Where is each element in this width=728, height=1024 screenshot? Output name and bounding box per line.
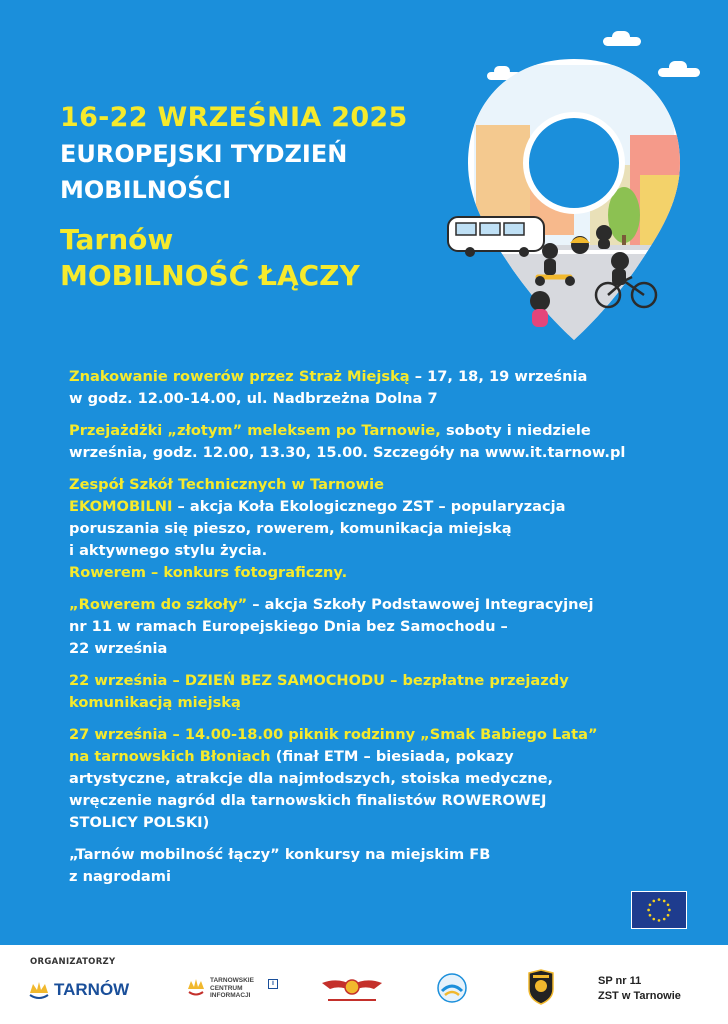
event-details: września, godz. 12.00, 13.30, 15.00. Szczegóły na www.it.tarnow.pl xyxy=(69,444,626,461)
tarnow-crown-logo xyxy=(28,977,138,1005)
tarnow-logo-text: TARNÓW xyxy=(54,980,130,999)
event-title-continued: MOBILNOŚCI xyxy=(60,176,232,204)
event-details: i aktywnego stylu życia. xyxy=(69,542,268,559)
event-details: poruszania się pieszo, rowerem, komunikacja miejską xyxy=(69,520,512,537)
tci-logo xyxy=(186,975,286,1005)
eu-star-icon xyxy=(649,903,652,906)
crown-icon xyxy=(28,979,50,1001)
organizers-label: ORGANIZATORZY xyxy=(30,957,116,967)
event-item xyxy=(69,474,669,584)
footer xyxy=(0,945,728,1024)
event-title: 27 września – 14.00-18.00 piknik rodzinny „Smak Babiego Lata” xyxy=(69,726,598,743)
eu-star-icon xyxy=(652,900,655,903)
eu-flag-icon xyxy=(631,891,687,929)
tci-name xyxy=(210,977,254,1000)
eu-star-icon xyxy=(658,898,661,901)
eu-star-icon xyxy=(649,914,652,917)
map-pin-illustration xyxy=(440,55,728,345)
event-details: (finał ETM – biesiada, pokazy xyxy=(270,748,514,765)
slogan: MOBILNOŚĆ ŁĄCZY xyxy=(60,259,360,292)
event-details: artystyczne, atrakcje dla najmłodszych, stoiska medyczne, xyxy=(69,770,554,787)
crown-icon xyxy=(186,977,206,999)
event-item xyxy=(69,366,669,410)
event-title: komunikacją miejską xyxy=(69,694,241,711)
event-title: 22 września – DZIEŃ BEZ SAMOCHODU – bezpłatne przejazdy xyxy=(69,672,569,689)
event-details: w godz. 12.00-14.00, ul. Nadbrzeżna Dolna 7 xyxy=(69,390,438,407)
event-item xyxy=(69,670,669,714)
mpk-logo xyxy=(318,973,386,1007)
school-name: ZST w Tarnowie xyxy=(598,990,681,1002)
event-details: nr 11 w ramach Europejskiego Dnia bez Samochodu – xyxy=(69,618,508,635)
event-title: Znakowanie rowerów przez Straż Miejską xyxy=(69,368,410,385)
event-list xyxy=(69,366,669,898)
info-icon: i xyxy=(268,979,278,989)
event-details: soboty i niedziele xyxy=(440,422,591,439)
tci-line: TARNOWSKIE xyxy=(210,977,254,984)
event-title: „Rowerem do szkoły” xyxy=(69,596,248,613)
event-details: – akcja Koła Ekologicznego ZST – popularyzacja xyxy=(172,498,566,515)
event-details: STOLICY POLSKI) xyxy=(69,814,210,831)
event-location: na tarnowskich Błoniach xyxy=(69,748,271,765)
zdik-logo xyxy=(437,973,467,1003)
event-details: wręczenie nagród dla tarnowskich finalistów ROWEROWEJ xyxy=(69,792,547,809)
event-date: 16-22 WRZEŚNIA 2025 xyxy=(60,102,408,133)
eu-star-icon xyxy=(658,919,661,922)
event-details: „Tarnów mobilność łączy” konkursy na miejskim FB xyxy=(69,846,491,863)
event-details: 22 września xyxy=(69,640,168,657)
eu-star-icon xyxy=(663,918,666,921)
eu-star-icon xyxy=(668,909,671,912)
event-title: Przejażdżki „złotym” meleksem po Tarnowie, xyxy=(69,422,441,439)
city-name: Tarnów xyxy=(60,223,174,256)
event-details: z nagrodami xyxy=(69,868,171,885)
header xyxy=(60,100,480,294)
event-title: EUROPEJSKI TYDZIEŃ xyxy=(60,140,348,168)
event-organizer: Zespół Szkół Technicznych w Tarnowie xyxy=(69,476,384,493)
straz-miejska-badge xyxy=(527,969,555,1005)
tci-line: INFORMACJI xyxy=(210,992,251,999)
event-title: EKOMOBILNI xyxy=(69,498,173,515)
eu-star-icon xyxy=(667,914,670,917)
event-subtitle: Rowerem – konkurs fotograficzny. xyxy=(69,564,348,581)
school-organizers xyxy=(598,974,681,1004)
event-item xyxy=(69,724,669,834)
eu-star-icon xyxy=(652,918,655,921)
eu-star-icon xyxy=(667,903,670,906)
event-item xyxy=(69,594,669,660)
event-item xyxy=(69,420,669,464)
eu-star-icon xyxy=(647,909,650,912)
event-item xyxy=(69,844,669,888)
eu-star-icon xyxy=(663,900,666,903)
event-details: – 17, 18, 19 września xyxy=(409,368,588,385)
tci-line: CENTRUM xyxy=(210,984,243,992)
cloud-decoration xyxy=(612,31,630,43)
event-details: – akcja Szkoły Podstawowej Integracyjnej xyxy=(247,596,594,613)
school-name: SP nr 11 xyxy=(598,975,642,987)
